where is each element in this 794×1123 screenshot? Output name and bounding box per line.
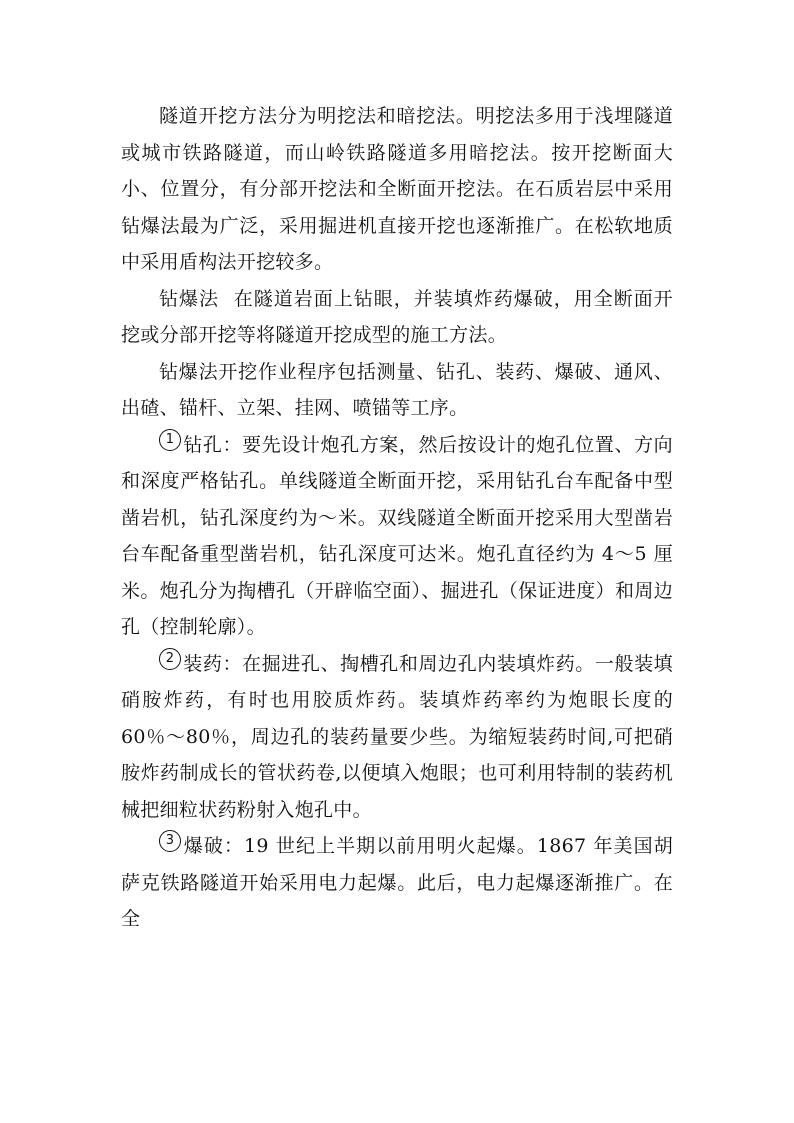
paragraph-excavation-methods — [121, 98, 673, 281]
paragraph-text: 钻爆法开挖作业程序包括测量、钻孔、装药、爆破、通风、出碴、锚杆、立架、挂网、喷锚等工序。 — [121, 360, 673, 419]
step-drilling — [121, 427, 673, 646]
circled-number-3: 3 — [159, 830, 181, 852]
step-text: 爆破：19 世纪上半期以前用明火起爆。1867 年美国胡萨克铁路隧道开始采用电力起爆。此后，电力起爆逐渐推广。在全 — [121, 835, 673, 930]
paragraph-text: 隧道开挖方法分为明挖法和暗挖法。明挖法多用于浅埋隧道或城市铁路隧道，而山岭铁路隧道多用暗挖法。按开挖断面大小、位置分，有分部开挖法和全断面开挖法。在石质岩层中采用钻爆法最为广泛，采用掘进机直接开挖也逐渐推广。在松软地质中采用盾构法开挖较多。 — [121, 105, 673, 273]
step-charging — [121, 646, 673, 829]
step-text: 钻孔：要先设计炮孔方案，然后按设计的炮孔位置、方向和深度严格钻孔。单线隧道全断面开挖，采用钻孔台车配备中型凿岩机，钻孔深度约为～米。双线隧道全断面开挖采用大型凿岩台车配备重型凿岩机，钻孔深度可达米。炮孔直径约为 4～5 厘米。炮孔分为掏槽孔（开辟临空面）、掘进孔（保证进度）和周边孔（控制轮廓）。 — [121, 433, 673, 638]
circled-number-1: 1 — [159, 429, 181, 451]
paragraph-drill-blast-definition — [121, 281, 673, 354]
document-page — [121, 98, 673, 938]
circled-number-2: 2 — [159, 648, 181, 670]
step-text: 装药：在掘进孔、掏槽孔和周边孔内装填炸药。一般装填硝胺炸药，有时也用胶质炸药。装填炸药率约为炮眼长度的 60％～80％，周边孔的装药量要少些。为缩短装药时间,可把硝胺炸药制成长的管状药卷,以便填入炮眼；也可利用特制的装药机械把细粒状药粉射入炮孔中。 — [121, 652, 673, 821]
paragraph-procedure — [121, 354, 673, 427]
step-blasting — [121, 828, 673, 938]
term-drill-blast: 钻爆法 — [159, 287, 219, 310]
paragraph-text: 在隧道岩面上钻眼，并装填炸药爆破，用全断面开挖或分部开挖等将隧道开挖成型的施工方法。 — [121, 287, 673, 346]
